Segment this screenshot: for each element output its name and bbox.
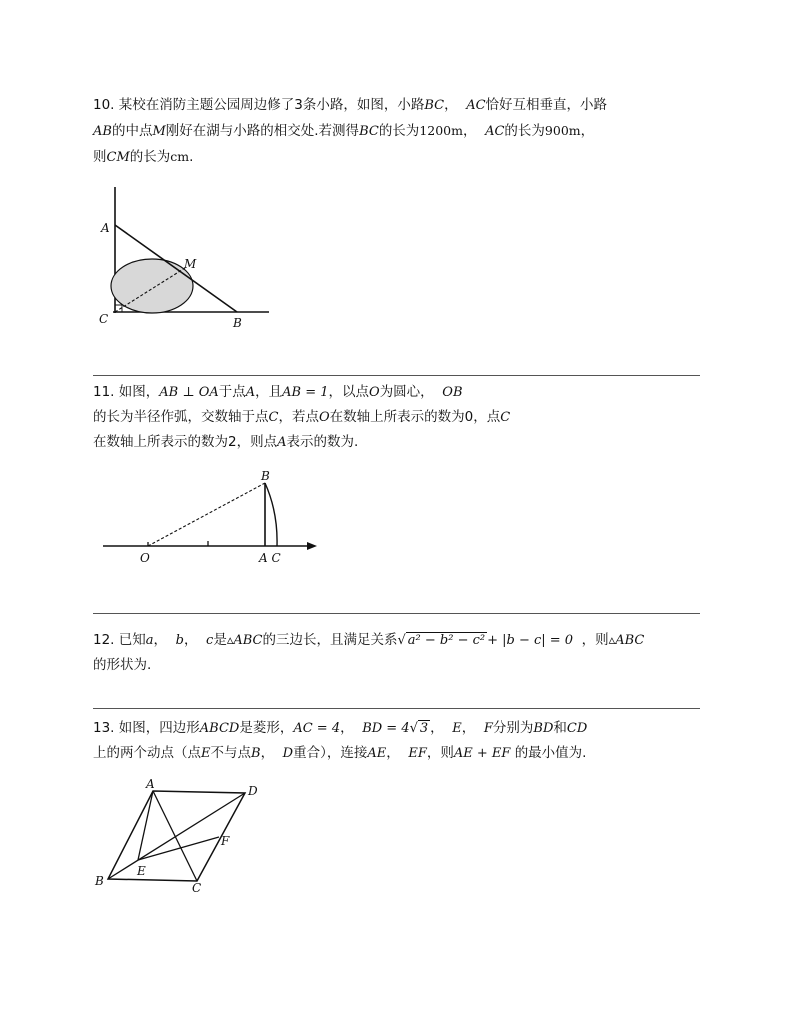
- q12-triangle: ▵ABC: [226, 633, 263, 648]
- q12-text: 12. 已知: [93, 632, 146, 648]
- q11-a: A: [245, 385, 256, 400]
- q13-e: E: [452, 721, 462, 736]
- q11-line-2: [93, 405, 703, 430]
- separator: [93, 613, 700, 614]
- q13-d: D: [282, 746, 294, 761]
- q13-comma: ，: [340, 720, 354, 736]
- q10-label-a: A: [101, 221, 110, 235]
- q13-comma: ，: [461, 720, 476, 736]
- q13-comma: ，: [430, 720, 444, 736]
- q13-text: 分别为: [492, 720, 534, 736]
- q13-label-b: B: [95, 874, 104, 888]
- question-12: [93, 628, 703, 678]
- q11-c: C: [500, 410, 511, 425]
- q10-label-m: M: [184, 257, 197, 271]
- q10-len-ac: 900m: [544, 123, 581, 138]
- q10-text: 的长为: [129, 149, 171, 165]
- q13-diagonal-ac: [153, 791, 197, 881]
- q10-text: 则: [93, 149, 107, 165]
- q12-abs: + |b − c| = 0: [487, 633, 574, 648]
- q10-line-2: [93, 118, 703, 144]
- q13-ef: EF: [408, 746, 427, 761]
- q13-line-2: [93, 741, 703, 766]
- q10-cm: CM: [106, 150, 130, 165]
- q13-bd: BD = 4: [362, 721, 410, 736]
- q11-text: ，以点: [328, 384, 370, 400]
- q11-line-3: [93, 430, 703, 455]
- q10-text: 10. 某校在消防主题公园周边修了3条小路，如图，小路: [93, 97, 425, 113]
- q13-segment-ae: [138, 791, 153, 860]
- q13-figure: [90, 775, 275, 900]
- q13-label-d: D: [248, 784, 258, 798]
- separator: [93, 708, 700, 709]
- q10-text: 的长为: [378, 123, 420, 139]
- q13-text: 重合），连接: [293, 745, 368, 761]
- q12-text: 的三边长，且满足关系: [262, 632, 398, 648]
- q13-abcd: ABCD: [199, 721, 240, 736]
- q10-unit: cm: [170, 149, 190, 164]
- q12-line-2: [93, 653, 703, 678]
- q12-comma: ，: [183, 632, 198, 648]
- q10-label-c: C: [99, 312, 109, 326]
- q10-text: 刚好在湖与小路的相交处.若测得: [165, 123, 360, 139]
- question-10: [93, 93, 703, 170]
- q12-text: 的形状为.: [93, 657, 152, 673]
- q13-segment-ef: [138, 837, 219, 860]
- q10-len-bc: 1200m: [419, 123, 463, 138]
- q13-cd: CD: [566, 721, 588, 736]
- q12-text: 是: [213, 632, 227, 648]
- q11-o: O: [318, 410, 330, 425]
- q10-text: 的中点: [111, 123, 153, 139]
- q13-label-c: C: [192, 881, 202, 895]
- q12-c: c: [206, 633, 214, 648]
- q11-text: 11. 如图，: [93, 384, 160, 400]
- q13-text: ，则: [426, 745, 454, 761]
- q11-arc: [265, 483, 277, 546]
- q13-bd-radicand: 3: [419, 721, 429, 736]
- q11-text: 为圆心，: [379, 384, 434, 400]
- q13-text: 是菱形，: [239, 720, 294, 736]
- q10-ac: AC: [466, 98, 486, 113]
- q13-text: 不与点: [210, 745, 251, 761]
- q11-label-ac: A C: [259, 551, 281, 565]
- q11-a: A: [277, 435, 287, 450]
- q11-text: 在数轴上所表示的数为0，点: [329, 409, 501, 425]
- q11-text: 表示的数为.: [286, 434, 359, 450]
- q11-c: C: [268, 410, 279, 425]
- q13-line-1: [93, 716, 703, 741]
- q11-label-o: O: [140, 551, 150, 565]
- q13-ae: AE: [367, 746, 387, 761]
- q12-line-1: [93, 628, 703, 653]
- q13-label-e: E: [137, 864, 146, 878]
- q13-sum: AE + EF: [453, 746, 511, 761]
- q10-comma: ，: [462, 123, 477, 139]
- separator: [93, 375, 700, 376]
- q11-text: 于点: [218, 384, 246, 400]
- q10-m: M: [152, 124, 166, 139]
- q10-text: 的长为: [504, 123, 545, 139]
- q11-arrow-head: [307, 542, 317, 550]
- q10-figure: [95, 185, 280, 335]
- q13-label-f: F: [221, 834, 230, 848]
- question-13: [93, 716, 703, 766]
- q10-ab: AB: [93, 124, 112, 139]
- q11-text: ，且: [255, 384, 283, 400]
- q13-comma: ，: [386, 745, 400, 761]
- q13-text: 13. 如图，四边形: [93, 720, 200, 736]
- q13-comma: ，: [260, 745, 275, 761]
- q10-label-b: B: [233, 316, 242, 330]
- q13-sqrt: √ 3: [409, 721, 429, 736]
- q12-b: b: [175, 633, 184, 648]
- q11-ob: OB: [442, 385, 463, 400]
- q10-line-1: [93, 93, 703, 118]
- q11-o: O: [369, 385, 380, 400]
- q11-ob-dashed: [148, 483, 265, 546]
- q12-comma: ，: [153, 632, 168, 648]
- q10-text: ，: [580, 123, 595, 139]
- q11-label-b: B: [261, 470, 270, 483]
- q10-bc: BC: [359, 124, 379, 139]
- q13-e: E: [201, 746, 211, 761]
- q13-bd-seg: BD: [533, 721, 554, 736]
- q12-text: ，则: [581, 632, 609, 648]
- q12-triangle: ▵ABC: [608, 633, 645, 648]
- q13-text: 和: [553, 720, 567, 736]
- q10-bc: BC: [424, 98, 445, 113]
- q10-lake: [111, 259, 193, 313]
- q10-period: .: [189, 149, 194, 165]
- q10-ac: AC: [485, 124, 505, 139]
- q13-text: 上的两个动点（点: [93, 745, 201, 761]
- q10-line-3: [93, 144, 703, 170]
- q13-f: F: [483, 721, 493, 736]
- question-11: [93, 380, 703, 455]
- q13-text: 的最小值为.: [514, 745, 587, 761]
- q10-comma: ，: [444, 97, 458, 113]
- q11-ab1: AB = 1: [282, 385, 329, 400]
- q11-text: 的长为半径作弧，交数轴于点: [93, 409, 269, 425]
- q12-sqrt: √ a² − b² − c²: [397, 633, 486, 648]
- q11-line-1: [93, 380, 703, 405]
- q11-figure: [100, 470, 325, 570]
- q13-ac4: AC = 4: [293, 721, 341, 736]
- q12-radicand: a² − b² − c²: [407, 633, 486, 648]
- q13-b: B: [251, 746, 261, 761]
- q12-a: a: [145, 633, 154, 648]
- q11-perp: AB ⊥ OA: [159, 385, 219, 400]
- q11-text: ，若点: [278, 409, 319, 425]
- q10-text: 恰好互相垂直，小路: [485, 97, 608, 113]
- q11-text: 在数轴上所表示的数为2，则点: [93, 434, 278, 450]
- q13-label-a: A: [146, 777, 155, 791]
